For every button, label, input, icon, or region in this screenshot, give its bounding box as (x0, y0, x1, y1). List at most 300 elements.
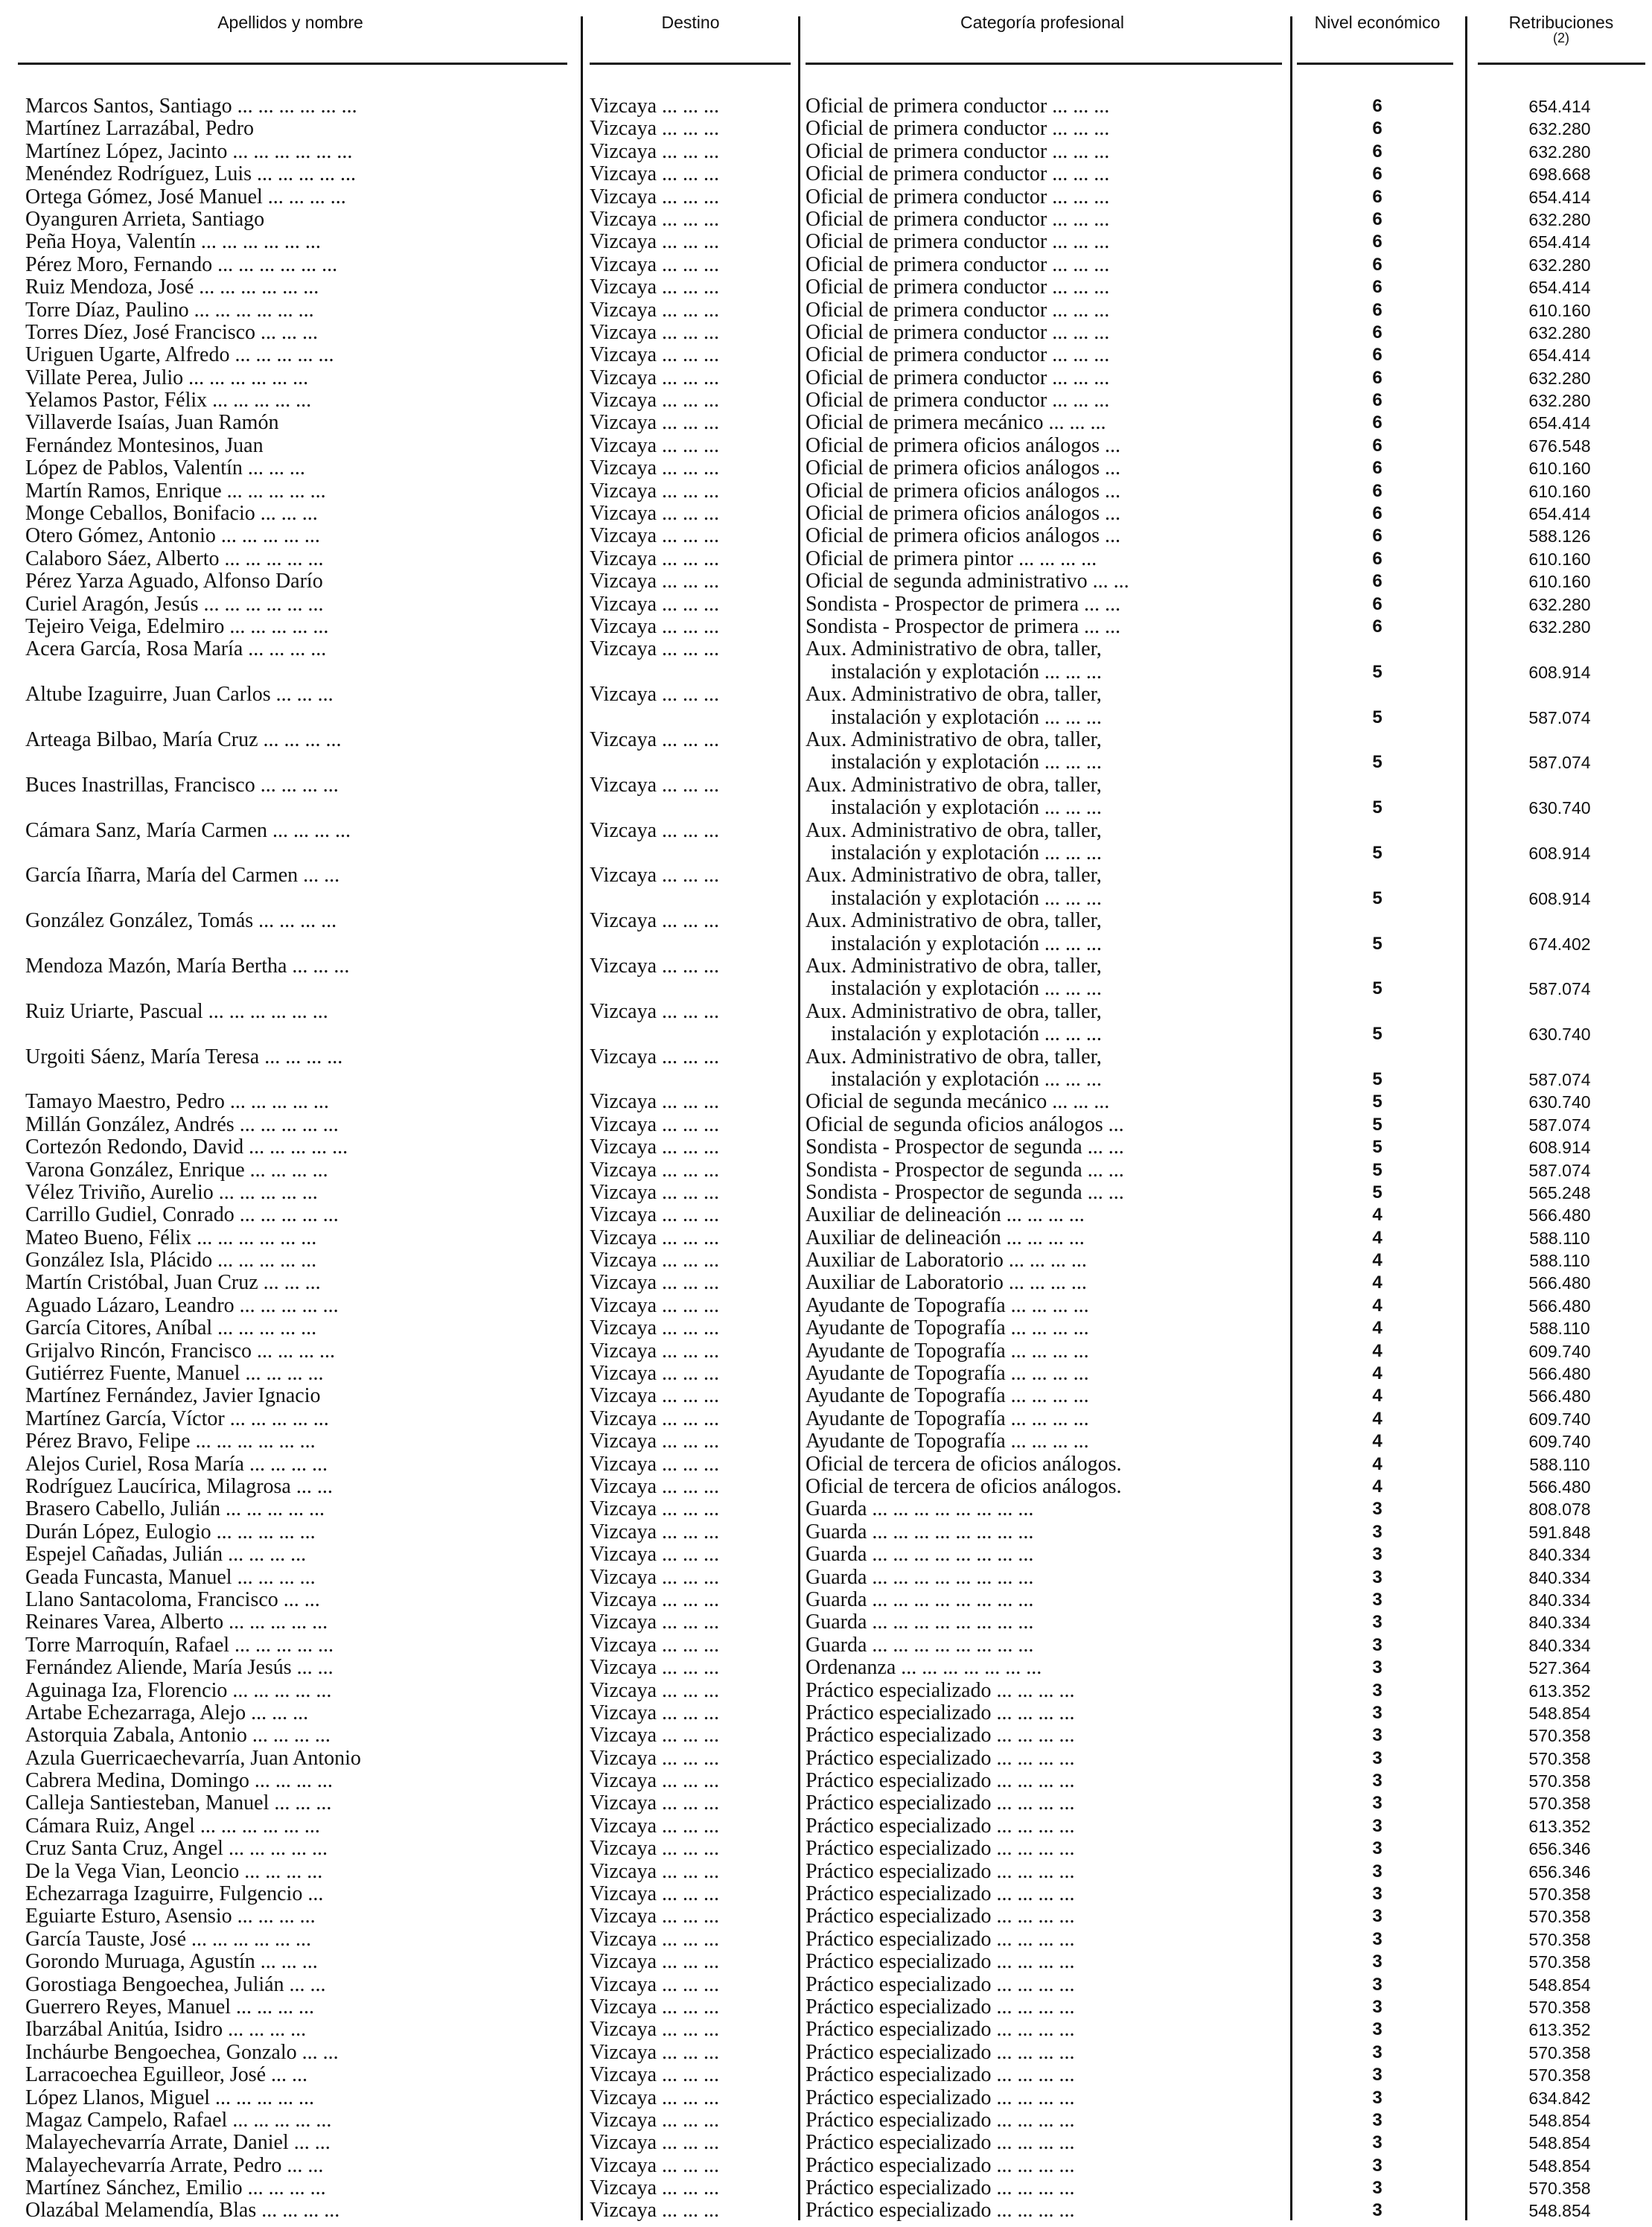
destination: Vizcaya ... ... ... (590, 389, 720, 412)
destination: Vizcaya ... ... ... (590, 615, 720, 638)
remuneration: 632.280 (1528, 141, 1591, 162)
category-line: Práctico especializado ... ... ... ... (806, 1815, 1075, 1838)
economic-level: 3 (1372, 2042, 1382, 2062)
remuneration: 570.358 (1528, 1952, 1591, 1972)
employee-name: Monge Ceballos, Bonifacio ... ... ... (25, 503, 318, 526)
employee-name: Martín Ramos, Enrique ... ... ... ... ... (25, 480, 326, 503)
employee-name: Malayechevarría Arrate, Daniel ... ... (25, 2132, 331, 2155)
professional-category (806, 1589, 1282, 1611)
employee-name: Curiel Aragón, Jesús ... ... ... ... ... ... (25, 593, 324, 616)
employee-name: Calleja Santiesteban, Manuel ... ... ... (25, 1792, 332, 1815)
employee-name: Guerrero Reyes, Manuel ... ... ... ... (25, 1995, 315, 2019)
table-row (0, 1634, 1652, 1657)
professional-category (806, 503, 1282, 525)
professional-category (806, 864, 1282, 910)
remuneration: 588.126 (1528, 526, 1591, 547)
category-line: Oficial de primera oficios análogos ... (806, 457, 1120, 480)
professional-category (806, 1634, 1282, 1657)
category-line: Ayudante de Topografía ... ... ... ... (806, 1294, 1089, 1317)
category-line: Oficial de primera mecánico ... ... ... (806, 412, 1106, 435)
table-row (0, 820, 1652, 865)
employee-name: Alejos Curiel, Rosa María ... ... ... ... (25, 1453, 328, 1476)
professional-category (806, 1838, 1282, 1860)
table-row (0, 457, 1652, 480)
employee-name: Olazábal Melamendía, Blas ... ... ... ... (25, 2199, 340, 2223)
economic-level: 6 (1372, 141, 1382, 162)
remuneration: 570.358 (1528, 1794, 1591, 1814)
professional-category (806, 638, 1282, 684)
employee-name: Martín Cristóbal, Juan Cruz ... ... ... (25, 1272, 321, 1295)
employee-name: Buces Inastrillas, Francisco ... ... ... ... (25, 774, 339, 797)
employee-name: Peña Hoya, Valentín ... ... ... ... ... ... (25, 231, 321, 254)
category-line: Aux. Administrativo de obra, taller, (806, 864, 1102, 888)
category-line: Auxiliar de delineación ... ... ... ... (806, 1204, 1085, 1227)
professional-category (806, 1567, 1282, 1589)
remuneration: 608.914 (1528, 662, 1591, 682)
category-line: Práctico especializado ... ... ... ... (806, 1905, 1075, 1928)
destination: Vizcaya ... ... ... (590, 2154, 720, 2177)
employee-name: López Llanos, Miguel ... ... ... ... ... (25, 2086, 315, 2109)
remuneration: 570.358 (1528, 1929, 1591, 1949)
destination: Vizcaya ... ... ... (590, 1407, 720, 1430)
destination: Vizcaya ... ... ... (590, 774, 720, 797)
remuneration: 587.074 (1528, 753, 1591, 773)
professional-category (806, 2042, 1282, 2064)
category-line: Aux. Administrativo de obra, taller, (806, 638, 1102, 661)
remuneration: 632.280 (1528, 391, 1591, 411)
destination: Vizcaya ... ... ... (590, 1634, 720, 1657)
destination: Vizcaya ... ... ... (590, 1815, 720, 1838)
economic-level: 6 (1372, 367, 1382, 388)
destination: Vizcaya ... ... ... (590, 1905, 720, 1928)
economic-level: 3 (1372, 1544, 1382, 1565)
professional-category (806, 1815, 1282, 1838)
destination: Vizcaya ... ... ... (590, 2086, 720, 2109)
table-row (0, 1363, 1652, 1385)
remuneration: 609.740 (1528, 1432, 1591, 1452)
destination: Vizcaya ... ... ... (590, 1339, 720, 1363)
table-row (0, 2155, 1652, 2177)
remuneration: 630.740 (1528, 798, 1591, 818)
destination: Vizcaya ... ... ... (590, 1204, 720, 1227)
economic-level: 6 (1372, 232, 1382, 252)
category-line: Auxiliar de delineación ... ... ... ... (806, 1226, 1085, 1249)
economic-level: 6 (1372, 503, 1382, 524)
category-line: Práctico especializado ... ... ... ... (806, 1883, 1075, 1906)
category-line: Aux. Administrativo de obra, taller, (806, 819, 1102, 842)
economic-level: 3 (1372, 1702, 1382, 1723)
category-line: Práctico especializado ... ... ... ... (806, 1973, 1075, 1996)
economic-level: 3 (1372, 1680, 1382, 1701)
destination: Vizcaya ... ... ... (590, 276, 720, 299)
economic-level: 5 (1372, 978, 1382, 999)
table-row (0, 1543, 1652, 1566)
economic-level: 4 (1372, 1318, 1382, 1339)
professional-category (806, 1476, 1282, 1498)
remuneration: 613.352 (1528, 2020, 1591, 2040)
employee-name: Magaz Campelo, Rafael ... ... ... ... ... (25, 2109, 332, 2132)
employee-name: Cabrera Medina, Domingo ... ... ... ... (25, 1770, 333, 1793)
economic-level: 3 (1372, 1793, 1382, 1814)
employee-name: Carrillo Gudiel, Conrado ... ... ... ... ... (25, 1204, 339, 1227)
economic-level: 3 (1372, 1974, 1382, 1995)
destination: Vizcaya ... ... ... (590, 1385, 720, 1408)
remuneration: 609.740 (1528, 1341, 1591, 1361)
employee-name: Espejel Cañadas, Julián ... ... ... ... (25, 1543, 307, 1567)
professional-category (806, 299, 1282, 322)
category-line-2: instalación y explotación ... ... ... (831, 886, 1102, 910)
remuneration: 566.480 (1528, 1273, 1591, 1293)
category-line: Aux. Administrativo de obra, taller, (806, 1045, 1102, 1068)
professional-category (806, 457, 1282, 480)
category-line: Auxiliar de Laboratorio ... ... ... ... (806, 1272, 1087, 1295)
destination: Vizcaya ... ... ... (590, 547, 720, 570)
economic-level: 3 (1372, 1747, 1382, 1768)
table-row (0, 389, 1652, 412)
category-line: Práctico especializado ... ... ... ... (806, 1770, 1075, 1793)
table-row (0, 276, 1652, 299)
remuneration: 570.358 (1528, 1726, 1591, 1746)
professional-category (806, 412, 1282, 434)
category-line: Ayudante de Topografía ... ... ... ... (806, 1407, 1089, 1430)
destination: Vizcaya ... ... ... (590, 1113, 720, 1136)
economic-level: 6 (1372, 118, 1382, 139)
economic-level: 4 (1372, 1408, 1382, 1429)
destination: Vizcaya ... ... ... (590, 163, 720, 186)
professional-category (806, 616, 1282, 638)
remuneration: 566.480 (1528, 1205, 1591, 1226)
destination: Vizcaya ... ... ... (590, 1363, 720, 1386)
table-row (0, 1883, 1652, 1905)
employee-name: González González, Tomás ... ... ... ... (25, 910, 337, 933)
professional-category (806, 435, 1282, 457)
remuneration: 587.074 (1528, 1115, 1591, 1135)
economic-level: 6 (1372, 299, 1382, 320)
economic-level: 5 (1372, 661, 1382, 682)
destination: Vizcaya ... ... ... (590, 208, 720, 231)
remuneration: 654.414 (1528, 504, 1591, 524)
remuneration: 570.358 (1528, 2065, 1591, 2086)
category-line: Oficial de primera conductor ... ... ... (806, 95, 1110, 118)
employee-name: Gorondo Muruaga, Agustín ... ... ... (25, 1951, 318, 1974)
employee-name: Pérez Yarza Aguado, Alfonso Darío (25, 570, 323, 593)
table-row (0, 1792, 1652, 1815)
category-line: Oficial de primera conductor ... ... ... (806, 163, 1110, 186)
remuneration: 548.854 (1528, 2156, 1591, 2176)
economic-level: 4 (1372, 1431, 1382, 1452)
remuneration: 548.854 (1528, 2201, 1591, 2221)
economic-level: 5 (1372, 1182, 1382, 1202)
destination: Vizcaya ... ... ... (590, 1679, 720, 1702)
table-row (0, 1114, 1652, 1136)
remuneration: 608.914 (1528, 888, 1591, 908)
category-line: Sondista - Prospector de segunda ... ... (806, 1159, 1124, 1182)
economic-level: 6 (1372, 593, 1382, 614)
remuneration: 654.414 (1528, 232, 1591, 252)
employee-name: Llano Santacoloma, Francisco ... ... (25, 1588, 320, 1611)
destination: Vizcaya ... ... ... (590, 1317, 720, 1340)
destination: Vizcaya ... ... ... (590, 638, 720, 661)
professional-category (806, 141, 1282, 163)
table-row (0, 729, 1652, 774)
professional-category (806, 1204, 1282, 1226)
table-row (0, 1159, 1652, 1182)
remuneration: 566.480 (1528, 1364, 1591, 1384)
economic-level: 3 (1372, 1634, 1382, 1655)
professional-category (806, 1861, 1282, 1883)
category-line-2: instalación y explotación ... ... ... (831, 841, 1102, 864)
remuneration: 570.358 (1528, 2179, 1591, 2199)
professional-category (806, 1363, 1282, 1385)
destination: Vizcaya ... ... ... (590, 1838, 720, 1861)
professional-category (806, 186, 1282, 208)
category-line-2: instalación y explotación ... ... ... (831, 751, 1102, 774)
destination: Vizcaya ... ... ... (590, 299, 720, 322)
employee-name: Aguinaga Iza, Florencio ... ... ... ... ... (25, 1679, 332, 1702)
table-row (0, 1430, 1652, 1453)
remuneration: 588.110 (1529, 1228, 1590, 1248)
category-line-2: instalación y explotación ... ... ... (831, 977, 1102, 1001)
remuneration: 840.334 (1528, 1590, 1591, 1610)
table-row (0, 1928, 1652, 1951)
destination: Vizcaya ... ... ... (590, 1951, 720, 1974)
table-header (0, 0, 1652, 71)
category-line: Aux. Administrativo de obra, taller, (806, 774, 1102, 797)
table-row (0, 1227, 1652, 1249)
table-row (0, 2064, 1652, 2086)
remuneration: 654.414 (1528, 413, 1591, 433)
economic-level: 6 (1372, 96, 1382, 116)
category-line: Ayudante de Topografía ... ... ... ... (806, 1363, 1089, 1386)
destination: Vizcaya ... ... ... (590, 1860, 720, 1883)
professional-category (806, 955, 1282, 1001)
category-line: Práctico especializado ... ... ... ... (806, 2177, 1075, 2200)
employee-name: Vélez Triviño, Aurelio ... ... ... ... ... (25, 1181, 318, 1204)
category-line: Práctico especializado ... ... ... ... (806, 2109, 1075, 2132)
table-row (0, 2087, 1652, 2109)
remuneration: 587.074 (1528, 1160, 1591, 1180)
remuneration: 840.334 (1528, 1567, 1591, 1587)
professional-category (806, 1272, 1282, 1294)
category-line-2: instalación y explotación ... ... ... (831, 796, 1102, 820)
economic-level: 4 (1372, 1363, 1382, 1384)
remuneration: 840.334 (1528, 1613, 1591, 1633)
economic-level: 5 (1372, 1137, 1382, 1158)
remuneration: 588.110 (1529, 1319, 1590, 1339)
category-line: Práctico especializado ... ... ... ... (806, 1792, 1075, 1815)
economic-level: 3 (1372, 1906, 1382, 1927)
destination: Vizcaya ... ... ... (590, 525, 720, 548)
remuneration: 610.160 (1528, 300, 1591, 320)
economic-level: 5 (1372, 1092, 1382, 1112)
professional-category (806, 1996, 1282, 2019)
destination: Vizcaya ... ... ... (590, 1000, 720, 1023)
remuneration: 610.160 (1528, 481, 1591, 501)
economic-level: 3 (1372, 2019, 1382, 2040)
destination: Vizcaya ... ... ... (590, 2132, 720, 2155)
header-categoria: Categoría profesional (960, 13, 1124, 32)
employee-name: Cámara Ruiz, Angel ... ... ... ... ... ... (25, 1815, 320, 1838)
header-rule (806, 63, 1282, 65)
economic-level: 3 (1372, 2178, 1382, 2199)
category-line: Práctico especializado ... ... ... ... (806, 2154, 1075, 2177)
category-line: Práctico especializado ... ... ... ... (806, 1747, 1075, 1770)
economic-level: 6 (1372, 548, 1382, 569)
table-row (0, 1001, 1652, 1046)
economic-level: 5 (1372, 1024, 1382, 1045)
table-row (0, 548, 1652, 570)
table-row (0, 1951, 1652, 1973)
economic-level: 3 (1372, 1996, 1382, 2017)
category-line: Oficial de primera conductor ... ... ... (806, 276, 1110, 299)
table-row (0, 1702, 1652, 1724)
professional-category (806, 1046, 1282, 1092)
destination: Vizcaya ... ... ... (590, 1045, 720, 1068)
employee-name: Calaboro Sáez, Alberto ... ... ... ... ... (25, 547, 324, 570)
professional-category (806, 1724, 1282, 1747)
professional-category (806, 1657, 1282, 1679)
remuneration: 634.842 (1528, 2088, 1591, 2108)
remuneration: 587.074 (1528, 1069, 1591, 1089)
professional-category (806, 254, 1282, 276)
professional-category (806, 1680, 1282, 1702)
employee-name: Aguado Lázaro, Leandro ... ... ... ... ... (25, 1294, 339, 1317)
remuneration: 565.248 (1528, 1182, 1591, 1202)
destination: Vizcaya ... ... ... (590, 1792, 720, 1815)
employee-name: Martínez Sánchez, Emilio ... ... ... ... (25, 2177, 326, 2200)
table-row (0, 1724, 1652, 1747)
remuneration: 548.854 (1528, 1703, 1591, 1723)
professional-category (806, 570, 1282, 593)
professional-category (806, 1001, 1282, 1046)
table-row (0, 1046, 1652, 1092)
destination: Vizcaya ... ... ... (590, 2199, 720, 2223)
remuneration: 570.358 (1528, 1884, 1591, 1905)
header-rule (1297, 63, 1453, 65)
employee-name: Gorostiaga Bengoechea, Julián ... ... (25, 1973, 326, 1996)
category-line: Aux. Administrativo de obra, taller, (806, 728, 1102, 751)
economic-level: 4 (1372, 1476, 1382, 1497)
professional-category (806, 2019, 1282, 2041)
destination: Vizcaya ... ... ... (590, 1249, 720, 1272)
professional-category (806, 1227, 1282, 1249)
remuneration: 656.346 (1528, 1839, 1591, 1859)
table-row (0, 2199, 1652, 2222)
category-line: Guarda ... ... ... ... ... ... ... ... (806, 1543, 1034, 1567)
professional-category (806, 1430, 1282, 1453)
remuneration: 632.280 (1528, 255, 1591, 275)
category-line: Oficial de primera oficios análogos ... (806, 525, 1120, 548)
destination: Vizcaya ... ... ... (590, 1453, 720, 1476)
remuneration: 570.358 (1528, 2042, 1591, 2062)
table-row (0, 525, 1652, 547)
table-row (0, 2177, 1652, 2199)
professional-category (806, 1951, 1282, 1973)
destination: Vizcaya ... ... ... (590, 434, 720, 457)
destination: Vizcaya ... ... ... (590, 1928, 720, 1951)
table-row (0, 1385, 1652, 1407)
professional-category (806, 1792, 1282, 1815)
employee-name: Fernández Aliende, María Jesús ... ... (25, 1657, 334, 1680)
category-line: Práctico especializado ... ... ... ... (806, 1701, 1075, 1724)
employee-name: Martínez García, Víctor ... ... ... ... ... (25, 1407, 329, 1430)
professional-category (806, 1498, 1282, 1520)
remuneration: 654.414 (1528, 278, 1591, 298)
employee-name: Millán González, Andrés ... ... ... ... ... (25, 1113, 339, 1136)
economic-level: 6 (1372, 186, 1382, 207)
professional-category (806, 548, 1282, 570)
remuneration: 570.358 (1528, 1997, 1591, 2017)
table-row (0, 1747, 1652, 1770)
category-line: Sondista - Prospector de segunda ... ... (806, 1136, 1124, 1159)
professional-category (806, 344, 1282, 366)
header-rule (590, 63, 791, 65)
header-name: Apellidos y nombre (217, 13, 363, 32)
economic-level: 3 (1372, 2109, 1382, 2130)
category-line: Ayudante de Topografía ... ... ... ... (806, 1385, 1089, 1408)
table-row (0, 141, 1652, 163)
category-line: Guarda ... ... ... ... ... ... ... ... (806, 1611, 1034, 1634)
destination: Vizcaya ... ... ... (590, 1883, 720, 1906)
category-line: Práctico especializado ... ... ... ... (806, 2086, 1075, 2109)
economic-level: 3 (1372, 2155, 1382, 2176)
economic-level: 4 (1372, 1250, 1382, 1271)
category-line: Oficial de primera pintor ... ... ... ... (806, 547, 1097, 570)
professional-category (806, 367, 1282, 389)
economic-level: 3 (1372, 2132, 1382, 2153)
table-row (0, 322, 1652, 344)
economic-level: 3 (1372, 1838, 1382, 1859)
table-row (0, 1770, 1652, 1792)
employee-name: Ibarzábal Anitúa, Isidro ... ... ... ... (25, 2019, 307, 2042)
economic-level: 6 (1372, 571, 1382, 592)
professional-category (806, 1770, 1282, 1792)
table-row (0, 1838, 1652, 1860)
economic-level: 5 (1372, 1114, 1382, 1135)
destination: Vizcaya ... ... ... (590, 684, 720, 707)
employee-name: Tamayo Maestro, Pedro ... ... ... ... ... (25, 1091, 329, 1114)
category-line: Práctico especializado ... ... ... ... (806, 1951, 1075, 1974)
economic-level: 6 (1372, 435, 1382, 456)
professional-category (806, 1385, 1282, 1407)
category-line: Sondista - Prospector de primera ... ... (806, 615, 1121, 638)
header-nivel: Nivel económico (1314, 13, 1441, 32)
professional-category (806, 1114, 1282, 1136)
economic-level: 3 (1372, 1521, 1382, 1542)
remuneration: 632.280 (1528, 119, 1591, 139)
economic-level: 3 (1372, 2087, 1382, 2108)
employee-name: Fernández Montesinos, Juan (25, 434, 264, 457)
table-row (0, 1498, 1652, 1520)
category-line: Práctico especializado ... ... ... ... (806, 1928, 1075, 1951)
category-line: Oficial de primera conductor ... ... ... (806, 344, 1110, 367)
employee-name: Larracoechea Eguilleor, José ... ... (25, 2064, 308, 2087)
remuneration: 610.160 (1528, 549, 1591, 569)
employee-name: Villaverde Isaías, Juan Ramón (25, 412, 279, 435)
table-row (0, 1317, 1652, 1339)
employee-name: Artabe Echezarraga, Alejo ... ... ... (25, 1701, 309, 1724)
economic-level: 5 (1372, 1159, 1382, 1180)
destination: Vizcaya ... ... ... (590, 2109, 720, 2132)
category-line-2: instalación y explotación ... ... ... (831, 660, 1102, 684)
economic-level: 3 (1372, 1884, 1382, 1905)
employee-name: Ortega Gómez, José Manuel ... ... ... ... (25, 185, 346, 208)
employee-name: Rodríguez Laucírica, Milagrosa ... ... (25, 1475, 333, 1498)
remuneration: 840.334 (1528, 1545, 1591, 1565)
destination: Vizcaya ... ... ... (590, 1181, 720, 1204)
table-row (0, 1476, 1652, 1498)
table-row (0, 1272, 1652, 1294)
